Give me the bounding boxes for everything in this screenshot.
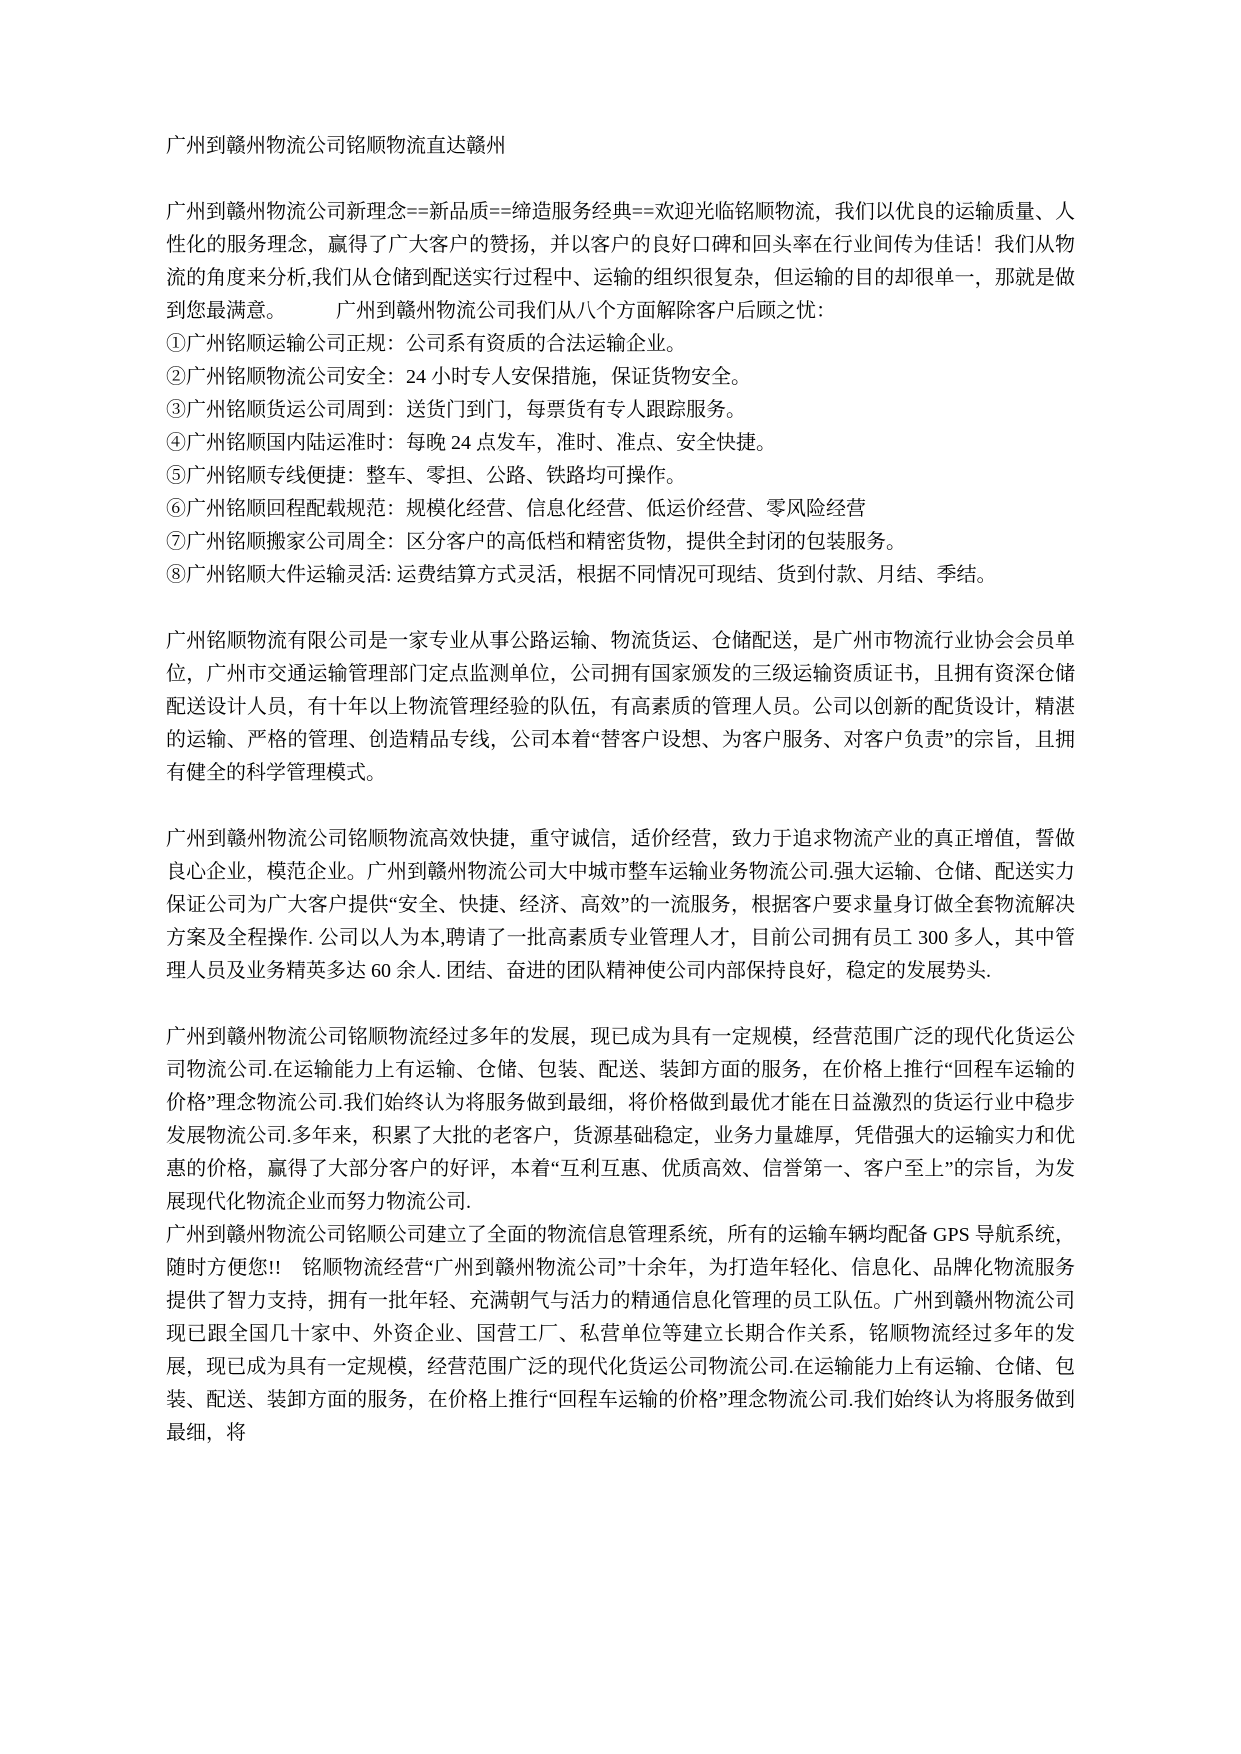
info-system-paragraph: 广州到赣州物流公司铭顺公司建立了全面的物流信息管理系统，所有的运输车辆均配备 GPS 导航系统，随时方便您!! 铭顺物流经营“广州到赣州物流公司”十余年，为打造年轻化、信息化、品牌化物流服务提供了智力支持，拥有一批年轻、充满朝气与活力的精通信息化管理的员工队伍。广州到赣州物流公司现已跟全国几十家中、外资企业、国营工厂、私营单位等建立长期合作关系，铭顺物流经过多年的发展，现已成为具有一定规模，经营范围广泛的现代化货运公司物流公司.在运输能力上有运输、仓储、包装、配送、装卸方面的服务，在价格上推行“回程车运输的价格”理念物流公司.我们始终认为将服务做到最细，将 [166, 1224, 1075, 1444]
list-item-4: ④广州铭顺国内陆运准时：每晚 24 点发车，准时、准点、安全快捷。 [166, 432, 776, 454]
list-item-7: ⑦广州铭顺搬家公司周全：区分客户的高低档和精密货物，提供全封闭的包装服务。 [166, 531, 906, 553]
list-item-8: ⑧广州铭顺大件运输灵活: 运费结算方式灵活，根据不同情况可现结、货到付款、月结、季结。 [166, 564, 997, 586]
list-item-3: ③广州铭顺货运公司周到：送货门到门，每票货有专人跟踪服务。 [166, 399, 746, 421]
list-item-6: ⑥广州铭顺回程配载规范：规模化经营、信息化经营、低运价经营、零风险经营 [166, 498, 866, 520]
advantage-list [166, 328, 1075, 592]
document-title: 广州到赣州物流公司铭顺物流直达赣州 [166, 135, 506, 157]
development-paragraph: 广州到赣州物流公司铭顺物流经过多年的发展，现已成为具有一定规模，经营范围广泛的现代化货运公司物流公司.在运输能力上有运输、仓储、包装、配送、装卸方面的服务，在价格上推行“回程车运输的价格”理念物流公司.我们始终认为将服务做到最细，将价格做到最优才能在日益激烈的货运行业中稳步发展物流公司.多年来，积累了大批的老客户，货源基础稳定，业务力量雄厚，凭借强大的运输实力和优惠的价格，赢得了大部分客户的好评，本着“互利互惠、优质高效、信誉第一、客户至上”的宗旨，为发展现代化物流企业而努力物流公司. [166, 1026, 1075, 1213]
list-item-1: ①广州铭顺运输公司正规：公司系有资质的合法运输企业。 [166, 333, 686, 355]
list-item-2: ②广州铭顺物流公司安全：24 小时专人安保措施，保证货物安全。 [166, 366, 751, 388]
list-item-5: ⑤广州铭顺专线便捷：整车、零担、公路、铁路均可操作。 [166, 465, 686, 487]
company-profile-paragraph: 广州铭顺物流有限公司是一家专业从事公路运输、物流货运、仓储配送，是广州市物流行业协会会员单位，广州市交通运输管理部门定点监测单位，公司拥有国家颁发的三级运输资质证书，且拥有资深仓储配送设计人员，有十年以上物流管理经验的队伍，有高素质的管理人员。公司以创新的配货设计，精湛的运输、严格的管理、创造精品专线，公司本着“替客户设想、为客户服务、对客户负责”的宗旨，且拥有健全的科学管理模式。 [166, 630, 1075, 784]
intro-paragraph: 广州到赣州物流公司新理念==新品质==缔造服务经典==欢迎光临铭顺物流，我们以优良的运输质量、人性化的服务理念，赢得了广大客户的赞扬，并以客户的良好口碑和回头率在行业间传为佳话！我们从物流的角度来分析,我们从仓储到配送实行过程中、运输的组织很复杂，但运输的目的却很单一，那就是做到您最满意。 广州到赣州物流公司我们从八个方面解除客户后顾之忧： [166, 201, 1075, 322]
service-commitment-paragraph: 广州到赣州物流公司铭顺物流高效快捷，重守诚信，适价经营，致力于追求物流产业的真正增值，誓做良心企业，模范企业。广州到赣州物流公司大中城市整车运输业务物流公司.强大运输、仓储、配送实力保证公司为广大客户提供“安全、快捷、经济、高效”的一流服务，根据客户要求量身订做全套物流解决方案及全程操作. 公司以人为本,聘请了一批高素质专业管理人才，目前公司拥有员工 300 多人，其中管理人员及业务精英多达 60 余人. 团结、奋进的团队精神使公司内部保持良好，稳定的发展势头. [166, 828, 1075, 982]
